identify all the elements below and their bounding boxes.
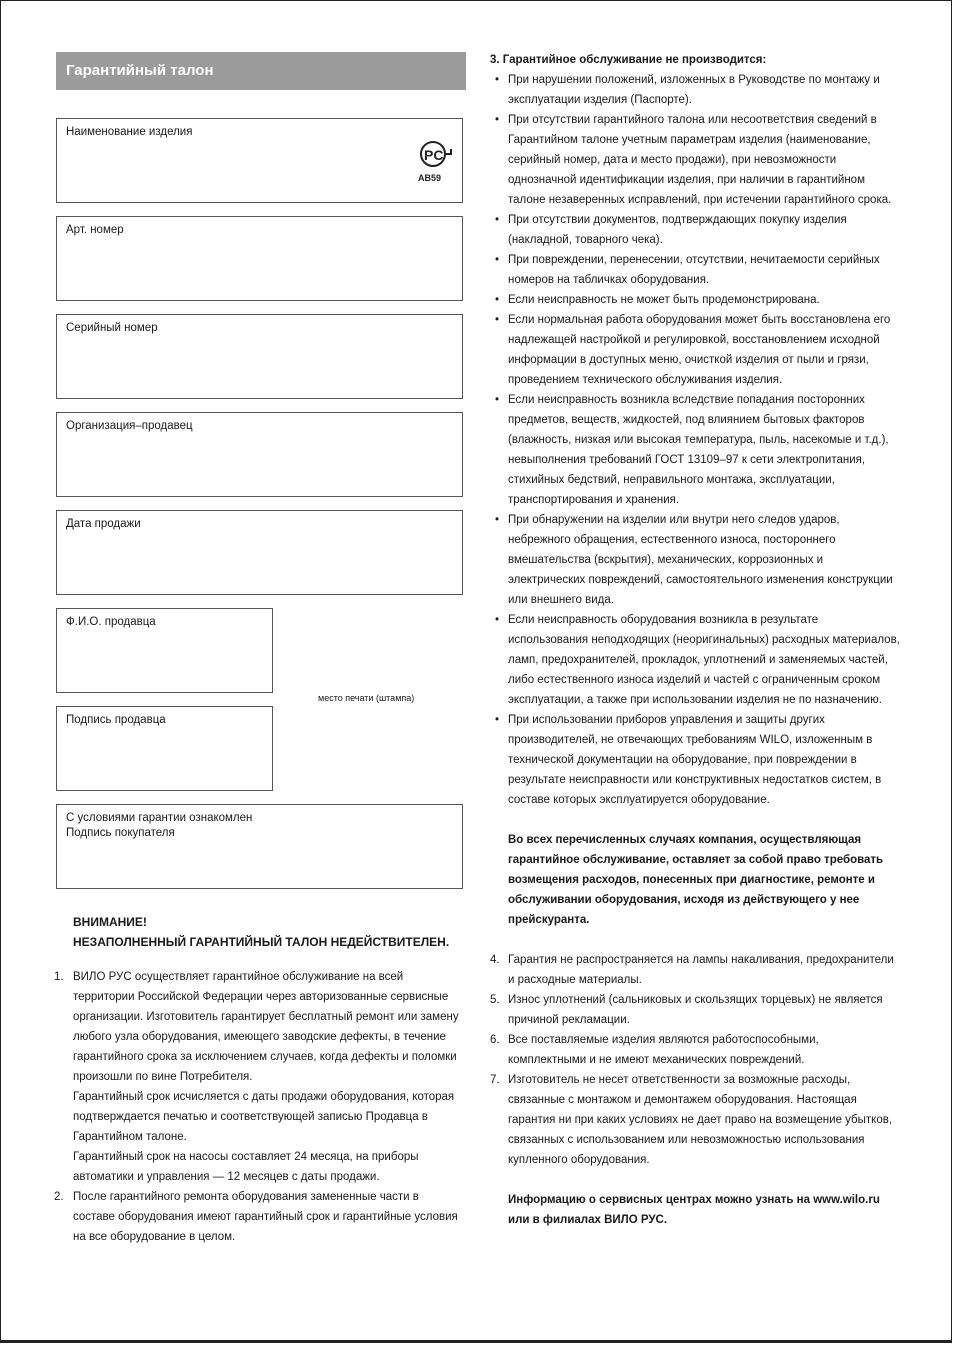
seller-organization-field[interactable] [56, 412, 463, 497]
item-number: 2. [54, 1191, 64, 1203]
item-number: 5. [490, 994, 500, 1006]
section-3-note: Во всех перечисленных случаях компания, осуществляющая гарантийное обслуживание, оставляет за собой право требовать возмещения расходов, понесенных при диагностике, ремонте и обслуживании оборудования, исходя из действующего у нее прейскуранта. [508, 834, 884, 926]
bullet-item: • Если нормальная работа оборудования может быть восстановлена его надлежащей настройкой и регулировкой, восстановлением исходной информации в доступных меню, очисткой изделия от пыли и грязи, проведением технического обслуживания изделия. [490, 310, 900, 390]
bullet-item: • При отсутствии документов, подтверждающих покупку изделия (накладной, товарного чека). [490, 210, 900, 250]
left-terms-list [54, 967, 460, 1247]
seller-signature-label: Подпись продавца [66, 714, 166, 726]
seller-name-field[interactable] [56, 608, 273, 693]
sale-date-label: Дата продажи [66, 518, 141, 530]
item-number: 6. [490, 1034, 500, 1046]
bullet-item: • При повреждении, перенесении, отсутствии, нечитаемости серийных номеров на табличках оборудования. [490, 250, 900, 290]
list-item [490, 1070, 900, 1170]
item-number: 7. [490, 1074, 500, 1086]
article-number-field[interactable] [56, 216, 463, 301]
bullet-item: • Если неисправность не может быть продемонстрирована. [490, 290, 900, 310]
list-item [490, 990, 900, 1030]
bullet-item: • При нарушении положений, изложенных в Руководстве по монтажу и эксплуатации изделия (Паспорте). [490, 70, 900, 110]
article-number-label: Арт. номер [66, 224, 124, 236]
warning-heading: ВНИМАНИЕ! [73, 915, 147, 929]
buyer-signature-label: Подпись покупателя [66, 827, 175, 839]
rst-certification-icon [410, 135, 460, 185]
item-text: После гарантийного ремонта оборудования замененные части в составе оборудования имеют гарантийный срок и гарантийные условия на все оборудование в целом. [73, 1191, 458, 1243]
bullet-item: • При использовании приборов управления и защиты других производителей, не отвечающих требованиям WILO, изложенным в технической документации на оборудование, при повреждении в результате неисправности или конструктивных недостатков систем, в составе которых эксплуатируется оборудование. [490, 710, 900, 810]
seller-signature-field[interactable] [56, 706, 273, 791]
section-3-heading: 3. Гарантийное обслуживание не производится: [490, 54, 767, 66]
list-item [490, 950, 900, 990]
list-item [490, 1030, 900, 1070]
bullet-item: • Если неисправность возникла вследствие попадания посторонних предметов, веществ, жидкостей, под влиянием бытовых факторов (влажность, низкая или высокая температура, пыль, насекомые и т.д.), невыполнения требований ГОСТ 13109–97 к сети электропитания, стихийных бедствий, неправильного монтажа, эксплуатации, транспортирования и хранения. [490, 390, 900, 510]
item-text: Все поставляемые изделия являются работоспособными, комплектными и не имеют механических повреждений. [508, 1034, 819, 1066]
bullet-item: • Если неисправность оборудования возникла в результате использования неподходящих (неоригинальных) расходных материалов, ламп, предохранителей, прокладок, уплотнений и заменяемых частей, либо естественного износа изделий и частей с ограниченным сроком эксплуатации, а также при использовании изделия не по назначению. [490, 610, 900, 710]
item-text: Гарантийный срок на насосы составляет 24 месяца, на приборы автоматики и управления — 12 месяцев с даты продажи. [73, 1151, 419, 1183]
list-item [54, 967, 460, 1187]
service-info-text: Информацию о сервисных центрах можно узнать на www.wilo.ru или в филиалах ВИЛО РУС. [508, 1194, 880, 1226]
item-text: ВИЛО РУС осуществляет гарантийное обслуживание на всей территории Российской Федерации через авторизованные сервисные организации. Изготовитель гарантирует бесплатный ремонт или замену любого узла оборудования, имеющего заводские дефекты, в течение гарантийного срока за исключением случаев, когда дефекты и поломки произошли по вине Потребителя. [73, 971, 459, 1083]
warning-text: НЕЗАПОЛНЕННЫЙ ГАРАНТИЙНЫЙ ТАЛОН НЕДЕЙСТВИТЕЛЕН. [73, 935, 450, 949]
item-text: Гарантийный срок исчисляется с даты продажи оборудования, которая подтверждается печатью и соответствующей записью Продавца в Гарантийном талоне. [73, 1091, 455, 1143]
bullet-item: • При отсутствии гарантийного талона или несоответствия сведений в Гарантийном талоне учетным параметрам изделия (наименование, серийный номер, дата и место продажи), при невозможности однозначной идентификации изделия, при наличии в гарантийном талоне незаверенных исправлений, при истечении гарантийного срока. [490, 110, 900, 210]
product-name-label: Наименование изделия [66, 126, 193, 138]
item-number: 4. [490, 954, 500, 966]
product-name-field[interactable] [56, 118, 463, 203]
page-title: Гарантийный талон [56, 52, 466, 90]
list-item [54, 1187, 460, 1247]
warning-block [73, 912, 449, 952]
item-text: Износ уплотнений (сальниковых и скользящих торцевых) не является причиной рекламации. [508, 994, 883, 1026]
right-column [490, 50, 900, 1230]
item-text: Изготовитель не несет ответственности за возможные расходы, связанные с монтажом и демонтажем оборудования. Настоящая гарантия ни при каких условиях не дает право на возмещение убытков, связанных с использованием или невозможностью использования купленного оборудования. [508, 1074, 893, 1166]
buyer-signature-field[interactable] [56, 804, 463, 889]
stamp-place-label: место печати (штампа) [318, 693, 415, 703]
bullet-item: • При обнаружении на изделии или внутри него следов ударов, небрежного обращения, естественного износа, постороннего вмешательства (вскрытия), механических, коррозионных и электрических повреждений, самостоятельного изменения конструкции или внешнего вида. [490, 510, 900, 610]
serial-number-label: Серийный номер [66, 322, 158, 334]
serial-number-field[interactable] [56, 314, 463, 399]
item-number: 1. [54, 971, 64, 983]
cert-code: АВ59 [418, 173, 442, 183]
buyer-acknowledgement-label: С условиями гарантии ознакомлен [66, 812, 253, 824]
seller-organization-label: Организация–продавец [66, 420, 193, 432]
sale-date-field[interactable] [56, 510, 463, 595]
seller-name-label: Ф.И.О. продавца [66, 616, 156, 628]
item-text: Гарантия не распространяется на лампы накаливания, предохранители и расходные материалы. [508, 954, 894, 986]
svg-text:PC: PC [424, 147, 444, 163]
